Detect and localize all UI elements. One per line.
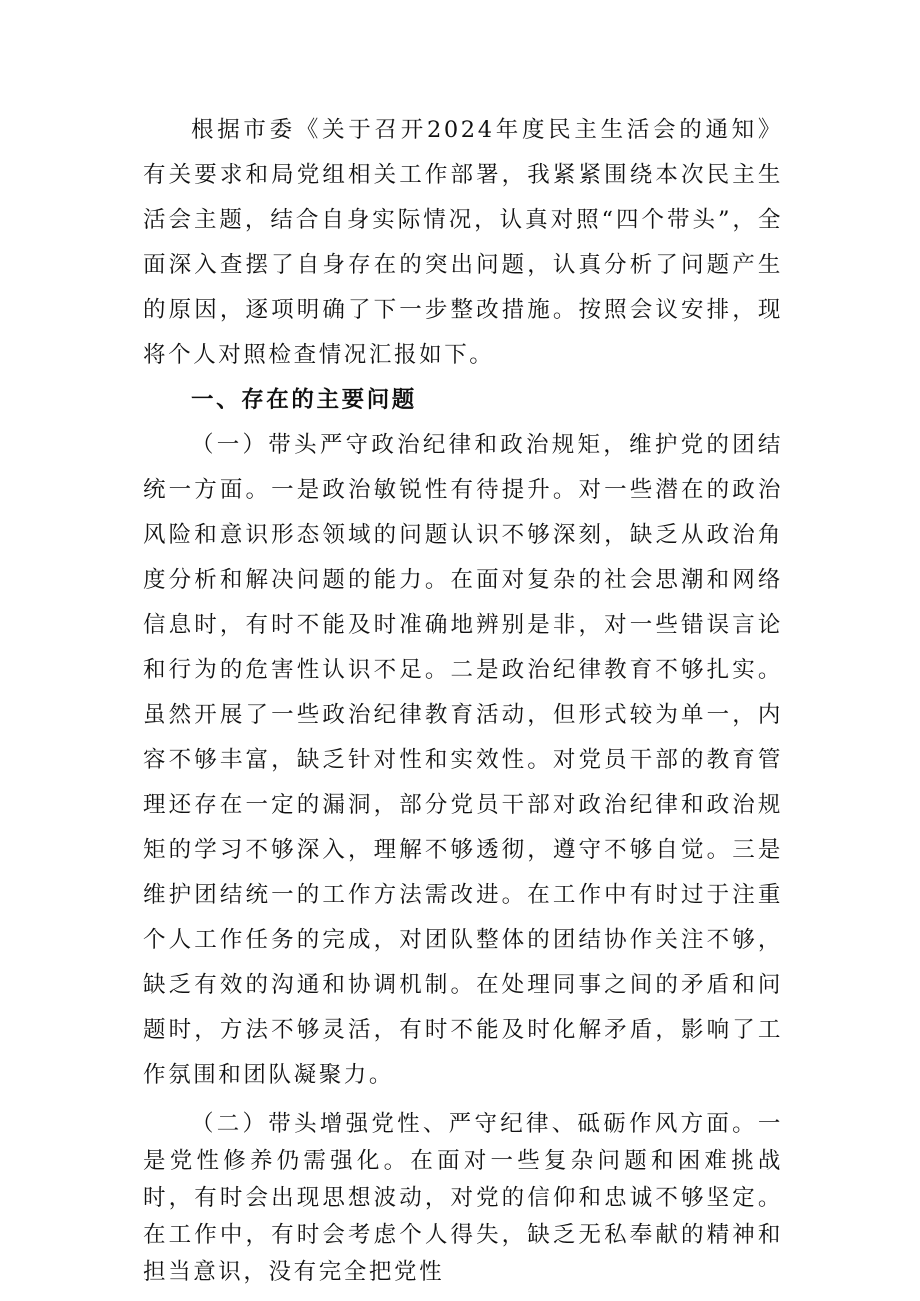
intro-paragraph: 根据市委《关于召开2024年度民主生活会的通知》有关要求和局党组相关工作部署，我紧紧围绕本次民主生活会主题，结合自身实际情况，认真对照“四个带头”，全面深入查摆了自身存在的突出问题，认真分析了问题产生的原因，逐项明确了下一步整改措施。按照会议安排，现将个人对照检查情况汇报如下。 [143,117,783,368]
item-1-paragraph: （一）带头严守政治纪律和政治规矩，维护党的团结统一方面。一是政治敏锐性有待提升。对一些潜在的政治风险和意识形态领域的问题认识不够深刻，缺乏从政治角度分析和解决问题的能力。在面对复杂的社会思潮和网络信息时，有时不能及时准确地辨别是非，对一些错误言论和行为的危害性认识不足。二是政治纪律教育不够扎实。虽然开展了一些政治纪律教育活动，但形式较为单一，内容不够丰富，缺乏针对性和实效性。对党员干部的教育管理还存在一定的漏洞，部分党员干部对政治纪律和政治规矩的学习不够深入，理解不够透彻，遵守不够自觉。三是维护团结统一的工作方法需改进。在工作中有时过于注重个人工作任务的完成，对团队整体的团结协作关注不够，缺乏有效的沟通和协调机制。在处理同事之间的矛盾和问题时，方法不够灵活，有时不能及时化解矛盾，影响了工作氛围和团队凝聚力。 [143,432,783,1088]
section-heading-main-problems: 一、存在的主要问题 [191,387,417,413]
item-2-paragraph: （二）带头增强党性、严守纪律、砥砺作风方面。一是党性修养仍需强化。在面对一些复杂问题和困难挑战时，有时会出现思想波动，对党的信仰和忠诚不够坚定。在工作中，有时会考虑个人得失，缺乏无私奉献的精神和担当意识，没有完全把党性 [143,1111,783,1285]
document-body [143,108,783,1291]
